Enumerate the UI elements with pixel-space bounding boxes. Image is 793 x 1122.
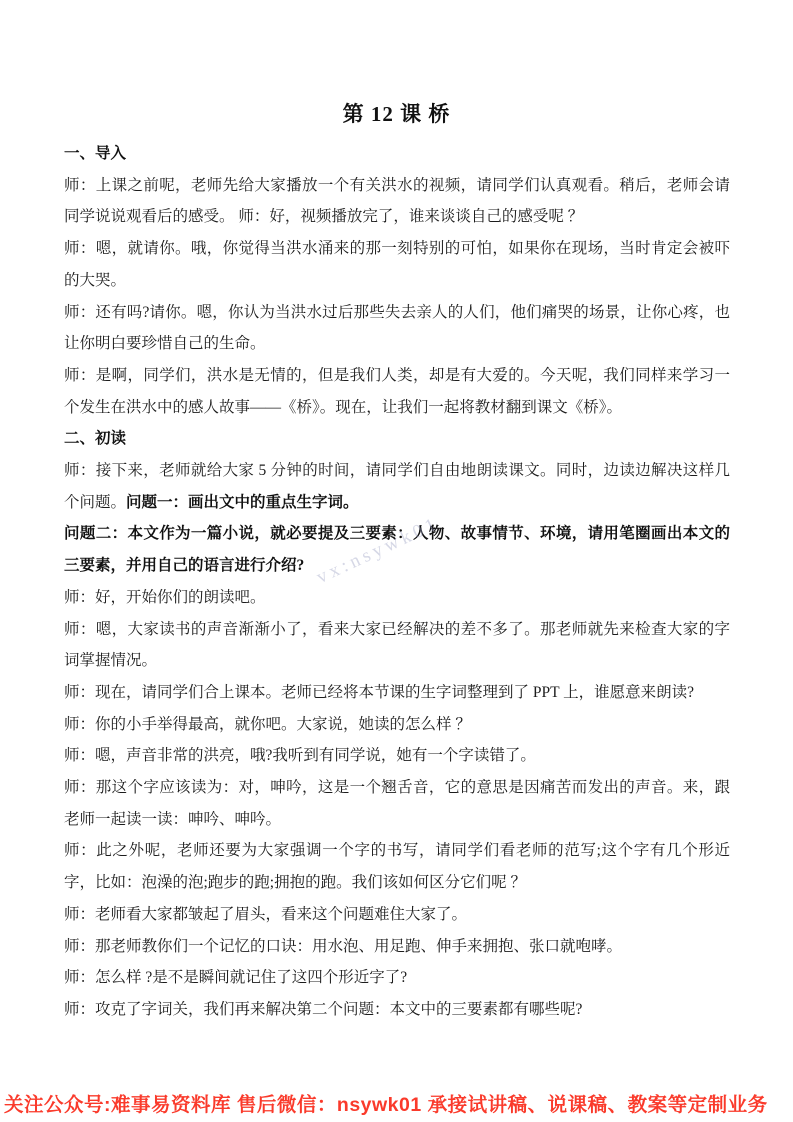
paragraph [64,835,730,898]
text-run: 师：好，开始你们的朗读吧。 [64,588,266,606]
text-run: 师：嗯，大家读书的声音渐渐小了，看来大家已经解决的差不多了。那老师就先来检查大家的字词掌握情况。 [64,620,730,670]
paragraph [64,740,730,772]
paragraph [64,772,730,835]
text-run: 师：嗯，就请你。哦，你觉得当洪水涌来的那一刻特别的可怕，如果你在现场，当时肯定会被吓的大哭。 [64,240,730,289]
text-run: 师：你的小手举得最高，就你吧。大家说，她读的怎么样 ？ [64,715,471,733]
section-heading: 二、初读 [64,430,127,448]
paragraph [64,297,730,360]
paragraph [64,962,730,994]
text-run: 师：此之外呢，老师还要为大家强调一个字的书写，请同学们看老师的范写;这个字有几个形近字，比如：泡澡的泡;跑步的跑;拥抱的跑。我们该如何区分它们呢 ？ [64,842,730,892]
text-run: 师：攻克了字词关，我们再来解决第二个问题：本文中的三要素都有哪些呢? [64,1000,583,1018]
text-run: 师：上课之前呢，老师先给大家播放一个有关洪水的视频，请同学们认真观看。稍后，老师会请同学说说观看后的感受。 师：好，视频播放完了，谁来谈谈自己的感受呢 ？ [64,176,730,226]
paragraph [64,518,730,581]
section-heading: 一、导入 [64,145,127,162]
document-body [64,138,730,1026]
paragraph [64,233,730,296]
paragraph [64,582,730,614]
bold-text-run: 问题二：本文作为一篇小说，就必要提及三要素：人物、故事情节、环境，请用笔圈画出本文的三要素，并用自己的语言进行介绍? [64,525,730,575]
text-run: 师：嗯，声音非常的洪亮，哦?我听到有同学说，她有一个字读错了。 [64,747,536,765]
paragraph [64,360,730,423]
footer-banner: 关注公众号:难事易资料库 售后微信：nsywk01 承接试讲稿、说课稿、教案等定制业务 [4,1094,768,1116]
paragraph [64,994,730,1026]
text-run: 师：怎么样 ?是不是瞬间就记住了这四个形近字了? [64,969,408,987]
paragraph [64,614,730,677]
paragraph [64,455,730,518]
text-run: 师：还有吗?请你。嗯，你认为当洪水过后那些失去亲人的人们，他们痛哭的场景，让你心疼，也让你明白要珍惜自己的生命。 [64,303,730,353]
text-run: 师：接下来，老师就给大家 5 分钟的时间，请同学们自由地朗读课文。同时，边读边解决这样几个问题。 [64,462,730,511]
watermark: vx:nsywk01 [313,512,443,589]
bold-text-run: 问题一：画出文中的重点生字词。 [126,493,359,511]
paragraph [64,170,730,233]
text-run: 师：那老师教你们一个记忆的口诀：用水泡、用足跑、伸手来拥抱、张口就咆哮。 [64,937,623,955]
text-run: 师：现在，请同学们合上课本。老师已经将本节课的生字词整理到了 PPT 上，谁愿意来朗读? [64,683,695,701]
paragraph [64,677,730,709]
page-title: 第 12 课 桥 [342,102,451,126]
paragraph [64,709,730,741]
paragraph [64,931,730,963]
text-run: 师：老师看大家都皱起了眉头，看来这个问题难住大家了。 [64,905,468,923]
text-run: 师：是啊，同学们，洪水是无情的，但是我们人类，却是有大爱的。今天呢，我们同样来学习一个发生在洪水中的感人故事——《桥》。现在，让我们一起将教材翻到课文《桥》。 [64,366,730,416]
text-run: 师：那这个字应该读为：对，呻吟，这是一个翘舌音，它的意思是因痛苦而发出的声音。来，跟老师一起读一读：呻吟、呻吟。 [64,779,730,828]
paragraph [64,899,730,931]
